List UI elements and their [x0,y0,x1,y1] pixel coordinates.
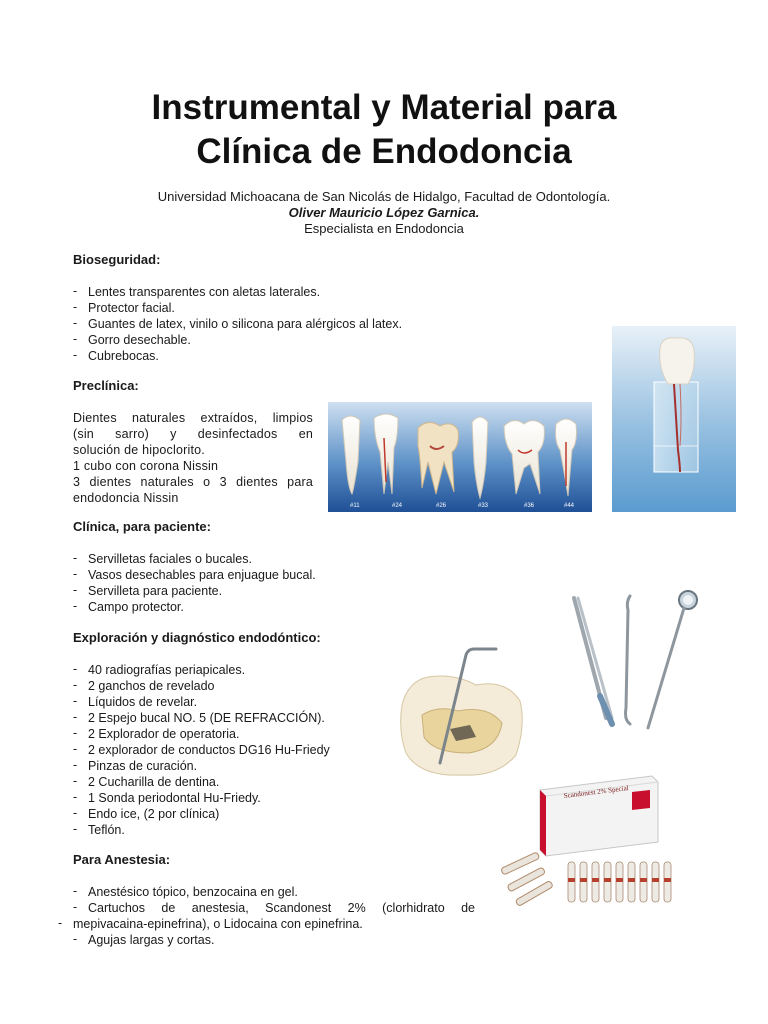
list-item: - Servilletas faciales o bucales. [73,551,453,567]
tooth-label: #24 [392,503,403,509]
anesthetic-cartridges-image [492,768,688,910]
list-item: - 1 Sonda periodontal Hu-Friedy. [73,790,393,806]
list-item: - Campo protector. [73,599,453,615]
section-exploracion [73,630,393,838]
tooth-label: #44 [564,503,575,509]
list-item: - Endo ice, (2 por clínica) [73,806,393,822]
author-role: Especialista en Endodoncia [304,221,464,236]
item-list [73,551,453,615]
box-label: Scandonest 2% Special [563,784,630,800]
list-item: - 2 Explorador de operatoria. [73,726,393,742]
title-line-1: Instrumental y Material para [151,88,617,127]
author-name: Oliver Mauricio López Garnica. [288,205,480,220]
section-preclinica [73,378,313,506]
list-item: - 40 radiografías periapicales. [73,662,393,678]
list-item: - Gorro desechable. [73,332,493,348]
list-item: - Lentes transparentes con aletas laterales. [73,284,493,300]
list-item: - Teflón. [73,822,393,838]
para-line: Dientes naturales extraídos, limpios [73,411,313,425]
list-item: - 2 Cucharilla de dentina. [73,774,393,790]
dental-instruments-image [560,588,720,738]
section-heading: Exploración y diagnóstico endodóntico: [73,630,321,645]
list-item: - Vasos desechables para enjuague bucal. [73,567,453,583]
list-item: - Cubrebocas. [73,348,493,364]
para-line: 1 cubo con corona Nissin [73,459,219,473]
section-heading: Bioseguridad: [73,252,161,267]
section-anestesia [73,852,475,948]
list-item: - Servilleta para paciente. [73,583,453,599]
section-heading: Para Anestesia: [73,852,171,867]
list-item: - Agujas largas y cortas. [73,932,475,948]
list-item: - Cartuchos de anestesia, Scandonest 2% (clorhidrato de [73,900,475,916]
tooth-cross-section-image [398,645,528,780]
section-heading: Preclínica: [73,378,139,393]
teeth-lineup-svg [328,402,592,512]
section-bioseguridad [73,252,493,364]
title-line-2: Clínica de Endodoncia [196,132,572,171]
para-line: 3 dientes naturales o 3 dientes para [73,475,313,489]
para-line: endodoncia Nissin [73,491,179,505]
section-clinica [73,519,453,615]
list-item: - 2 Espejo bucal NO. 5 (DE REFRACCIÓN). [73,710,393,726]
list-item: - Protector facial. [73,300,493,316]
tooth-label: #11 [350,503,360,509]
list-item: - Guantes de latex, vinilo o silicona para alérgicos al latex. [73,316,493,332]
para-line: (sin sarro) y desinfectados en [73,427,313,441]
section-heading: Clínica, para paciente: [73,519,211,534]
tooth-label: #33 [478,503,489,509]
teeth-lineup-image [328,402,592,512]
item-list [73,884,475,948]
item-list [73,662,393,838]
para-line: solución de hipoclorito. [73,443,205,457]
list-item: - 2 ganchos de revelado [73,678,393,694]
list-item: - Anestésico tópico, benzocaina en gel. [73,884,475,900]
tooth-label: #36 [524,503,535,509]
nissin-cube-tooth-image [612,326,736,512]
author-block [0,189,768,237]
list-item-continuation: - mepivacaina-epinefrina), o Lidocaina con epinefrina. [58,916,475,932]
list-item: - Pinzas de curación. [73,758,393,774]
document-title [0,86,768,174]
list-item: - 2 explorador de conductos DG16 Hu-Friedy [73,742,393,758]
list-item: - Líquidos de revelar. [73,694,393,710]
institution: Universidad Michoacana de San Nicolás de Hidalgo, Facultad de Odontología. [157,189,611,204]
item-list [73,284,493,364]
tooth-label: #26 [436,503,447,509]
preclinica-paragraph [73,410,313,506]
